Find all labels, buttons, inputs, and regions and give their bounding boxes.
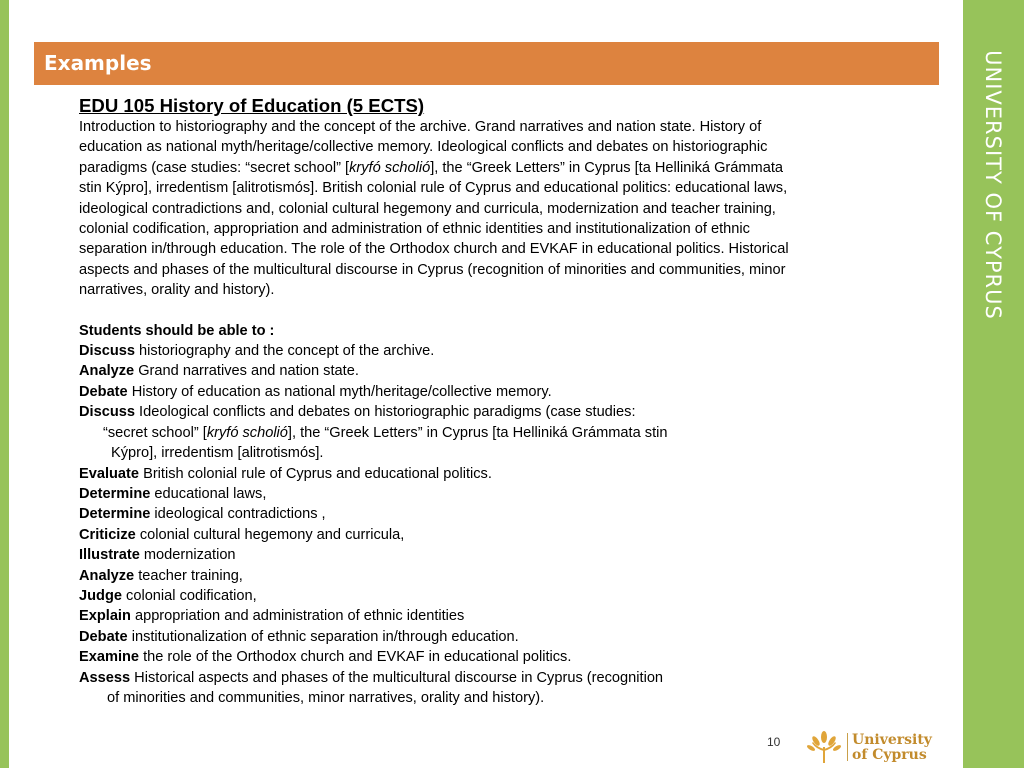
objective-item: [79, 566, 939, 586]
objective-item: [79, 586, 939, 606]
objective-verb: Discuss: [79, 404, 135, 421]
description-line: separation in/through education. The role of the Orthodox church and EVKAF in educational politics. Historical: [79, 241, 789, 258]
objective-verb: Analyze: [79, 567, 135, 584]
objective-text: British colonial rule of Cyprus and educational politics.: [139, 465, 492, 482]
objective-text: the role of the Orthodox church and EVKAF in educational politics.: [139, 649, 572, 666]
objective-verb: Illustrate: [79, 547, 140, 564]
slide-content: [79, 95, 939, 708]
university-logo: [806, 729, 931, 765]
description-line: stin Kýpro], irredentism [alitrotismós]. British colonial rule of Cyprus and educational politics: educational laws,: [79, 180, 788, 197]
logo-wordmark: [852, 733, 932, 763]
objective-item: [79, 382, 939, 402]
header-banner: [34, 42, 939, 85]
logo-line2: of Cyprus: [852, 747, 927, 763]
olive-tree-icon: [806, 729, 842, 765]
header-title: Examples: [44, 51, 152, 75]
objective-item: [79, 361, 939, 381]
objective-continuation: “secret school” [kryfó scholió], the “Greek Letters” in Cyprus [ta Helliniká Grámmata stin: [103, 424, 668, 441]
objective-verb: Judge: [79, 587, 122, 604]
description-line: colonial codification, appropriation and administration of ethnic identities and institutionalization of ethnic: [79, 221, 750, 238]
objective-item: [79, 606, 939, 626]
objective-verb: Debate: [79, 628, 128, 645]
objective-verb: Evaluate: [79, 465, 140, 482]
logo-line1: University: [852, 732, 932, 748]
objective-text: History of education as national myth/heritage/collective memory.: [127, 383, 552, 400]
objective-verb: Assess: [79, 669, 131, 686]
objective-verb: Criticize: [79, 526, 136, 543]
objective-text: Grand narratives and nation state.: [134, 363, 359, 380]
description-line: ideological contradictions and, colonial cultural hegemony and curricula, modernization and teacher training,: [79, 200, 776, 217]
course-title: EDU 105 History of Education (5 ECTS): [79, 95, 425, 116]
objective-text: colonial cultural hegemony and curricula,: [135, 526, 405, 543]
objective-text: Historical aspects and phases of the multicultural discourse in Cyprus (recognition: [130, 669, 664, 686]
objective-item: [79, 504, 939, 524]
objective-verb: Examine: [79, 649, 140, 666]
objective-item: [79, 484, 939, 504]
objective-item: [79, 545, 939, 565]
sidebar-org-name: UNIVERSITY OF CYPRUS: [981, 50, 1005, 320]
objective-verb: Determine: [79, 506, 151, 523]
objective-text: historiography and the concept of the archive.: [134, 343, 435, 360]
objective-continuation: Kýpro], irredentism [alitrotismós].: [111, 445, 324, 462]
description-line: aspects and phases of the multicultural discourse in Cyprus (recognition of minorities and communities, minor: [79, 261, 786, 278]
objectives-title: Students should be able to :: [79, 322, 275, 339]
objective-item: [79, 627, 939, 647]
objective-item: [79, 525, 939, 545]
course-description: [79, 117, 939, 301]
objective-continuation: of minorities and communities, minor narratives, orality and history).: [107, 689, 545, 706]
description-line: narratives, orality and history).: [79, 282, 275, 299]
objective-text: institutionalization of ethnic separation in/through education.: [127, 628, 519, 645]
objective-text: modernization: [139, 547, 236, 564]
description-line: education as national myth/heritage/collective memory. Ideological conflicts and debates on historiographic: [79, 139, 768, 156]
objective-text: colonial codification,: [121, 587, 257, 604]
objective-text: ideological contradictions ,: [150, 506, 326, 523]
objective-verb: Determine: [79, 485, 151, 502]
objective-verb: Discuss: [79, 343, 135, 360]
left-accent-bar: [0, 0, 9, 768]
objective-text: Ideological conflicts and debates on historiographic paradigms (case studies:: [134, 404, 636, 421]
objective-text: teacher training,: [134, 567, 243, 584]
objective-item: [79, 402, 939, 422]
objective-text: appropriation and administration of ethnic identities: [130, 608, 465, 625]
description-line: Introduction to historiography and the concept of the archive. Grand narratives and nation state. History of: [79, 119, 762, 135]
objective-item: [79, 464, 939, 484]
objectives-list: [79, 341, 939, 708]
objective-item: [79, 668, 939, 688]
logo-divider: [847, 733, 848, 761]
objective-verb: Analyze: [79, 363, 135, 380]
objective-item: [79, 341, 939, 361]
description-line: paradigms (case studies: “secret school” [kryfó scholió], the “Greek Letters” in Cyprus [ta Helliniká Grámmata: [79, 159, 784, 176]
objective-item: [79, 647, 939, 667]
objective-verb: Explain: [79, 608, 131, 625]
objective-text: educational laws,: [150, 485, 267, 502]
objective-verb: Debate: [79, 383, 128, 400]
page-number: 10: [767, 735, 781, 749]
